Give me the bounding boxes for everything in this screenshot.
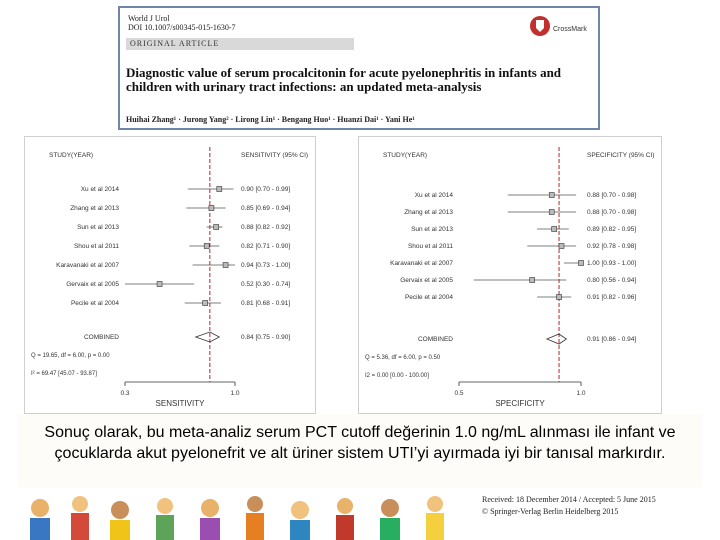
crossmark-label: CrossMark — [553, 26, 587, 33]
study-label: Gervaix et al 2005 — [66, 281, 119, 288]
study-label: Sun et al 2013 — [77, 224, 119, 231]
estimate-text: 0.52 [0.30 - 0.74] — [241, 281, 291, 288]
estimate-text: 0.85 [0.69 - 0.94] — [241, 205, 291, 212]
paper-header-card — [118, 6, 600, 130]
estimate-text: 0.91 [0.82 - 0.96] — [587, 294, 637, 301]
sensitivity-forest-svg — [25, 137, 315, 413]
study-label: Karavanaki et al 2007 — [390, 260, 453, 267]
estimate-text: 0.88 [0.70 - 0.98] — [587, 192, 637, 199]
combined-label: COMBINED — [83, 334, 119, 341]
study-label: Karavanaki et al 2007 — [56, 262, 119, 269]
paper-title: Diagnostic value of serum procalcitonin for acute pyelonephritis in infants and children with urinary tract infections: an updated meta-analysis — [126, 65, 562, 94]
paper-authors: Huihai Zhang¹ · Jurong Yang² · Lirong Lin¹ · Bengang Huo¹ · Huanzi Dai¹ · Yani He¹ — [126, 115, 415, 124]
study-label: Xu et al 2014 — [80, 186, 119, 193]
study-label: Shou et al 2011 — [73, 243, 119, 250]
caption-box — [18, 414, 702, 488]
point-estimate — [214, 225, 219, 230]
specificity-forest-plot — [358, 136, 662, 414]
estimate-text: 0.89 [0.82 - 0.95] — [587, 226, 637, 233]
point-estimate — [217, 187, 222, 192]
journal-info — [128, 14, 236, 32]
header-estimate: SPECIFICITY (95% CI) — [587, 152, 655, 159]
estimate-text: 1.00 [0.93 - 1.00] — [587, 260, 637, 267]
point-estimate — [579, 261, 584, 266]
estimate-text: 0.94 [0.73 - 1.00] — [241, 262, 291, 269]
point-estimate — [557, 295, 562, 300]
estimate-text: 0.81 [0.68 - 0.91] — [241, 300, 291, 307]
point-estimate — [204, 244, 209, 249]
combined-text: 0.84 [0.75 - 0.90] — [241, 334, 291, 341]
x-tick-label: 0.3 — [120, 390, 130, 397]
journal-name: World J Urol — [128, 14, 170, 23]
estimate-text: 0.88 [0.82 - 0.92] — [241, 224, 291, 231]
estimate-text: 0.88 [0.70 - 0.98] — [587, 209, 637, 216]
received-accepted: Received: 18 December 2014 / Accepted: 5 June 2015 — [482, 495, 656, 504]
crossmark-icon — [528, 14, 588, 40]
crossmark-logo — [528, 14, 588, 40]
specificity-forest-svg — [359, 137, 661, 413]
caption-text: Sonuç olarak, bu meta-analiz serum PCT cutoff değerinin 1.0 ng/mL alınması ile infant ve çocuklarda akut pyelonefrit ve alt üriner sistem UTI’yi ayırmada iyi bir tanısal markırdır. — [44, 424, 676, 462]
point-estimate — [530, 278, 535, 283]
estimate-text: 0.92 [0.78 - 0.98] — [587, 243, 637, 250]
heterogeneity-q: Q = 5.36, df = 6.00, p = 0.50 — [365, 355, 441, 361]
study-label: Zhang et al 2013 — [404, 209, 453, 216]
article-type: ORIGINAL ARTICLE — [130, 39, 220, 48]
estimate-text: 0.82 [0.71 - 0.90] — [241, 243, 291, 250]
estimate-text: 0.90 [0.70 - 0.99] — [241, 186, 291, 193]
x-axis-label: SPECIFICITY — [495, 399, 545, 408]
study-label: Pecile et al 2004 — [70, 300, 119, 307]
x-tick-label: 1.0 — [576, 390, 586, 397]
sensitivity-forest-plot — [24, 136, 316, 414]
x-axis-label: SENSITIVITY — [155, 399, 205, 408]
combined-diamond — [547, 334, 567, 344]
study-label: Shou et al 2011 — [407, 243, 453, 250]
study-label: Pecile et al 2004 — [404, 294, 453, 301]
study-label: Sun et al 2013 — [411, 226, 453, 233]
combined-diamond — [196, 332, 220, 342]
point-estimate — [223, 263, 228, 268]
heterogeneity-q: Q = 19.65, df = 6.00, p = 0.00 — [31, 353, 110, 359]
study-label: Zhang et al 2013 — [70, 205, 119, 212]
point-estimate — [203, 301, 208, 306]
point-estimate — [549, 193, 554, 198]
journal-doi: DOI 10.1007/s00345-015-1630-7 — [128, 23, 236, 32]
point-estimate — [209, 206, 214, 211]
combined-text: 0.91 [0.86 - 0.94] — [587, 336, 637, 343]
estimate-text: 0.80 [0.56 - 0.94] — [587, 277, 637, 284]
publisher-copyright: © Springer-Verlag Berlin Heidelberg 2015 — [482, 507, 619, 516]
header-study: STUDY(YEAR) — [383, 152, 428, 159]
x-tick-label: 0.5 — [454, 390, 464, 397]
point-estimate — [549, 210, 554, 215]
point-estimate — [157, 282, 162, 287]
heterogeneity-i2: I² = 69.47 [45.07 - 93.87] — [31, 371, 97, 377]
header-study: STUDY(YEAR) — [49, 152, 94, 159]
point-estimate — [552, 227, 557, 232]
study-label: Gervaix et al 2005 — [400, 277, 453, 284]
study-label: Xu et al 2014 — [414, 192, 453, 199]
header-estimate: SENSITIVITY (95% CI) — [241, 152, 309, 159]
publication-dates — [482, 494, 656, 518]
point-estimate — [559, 244, 564, 249]
combined-label: COMBINED — [417, 336, 453, 343]
x-tick-label: 1.0 — [230, 390, 240, 397]
heterogeneity-i2: I2 = 0.00 [0.00 - 100.00] — [365, 373, 429, 379]
